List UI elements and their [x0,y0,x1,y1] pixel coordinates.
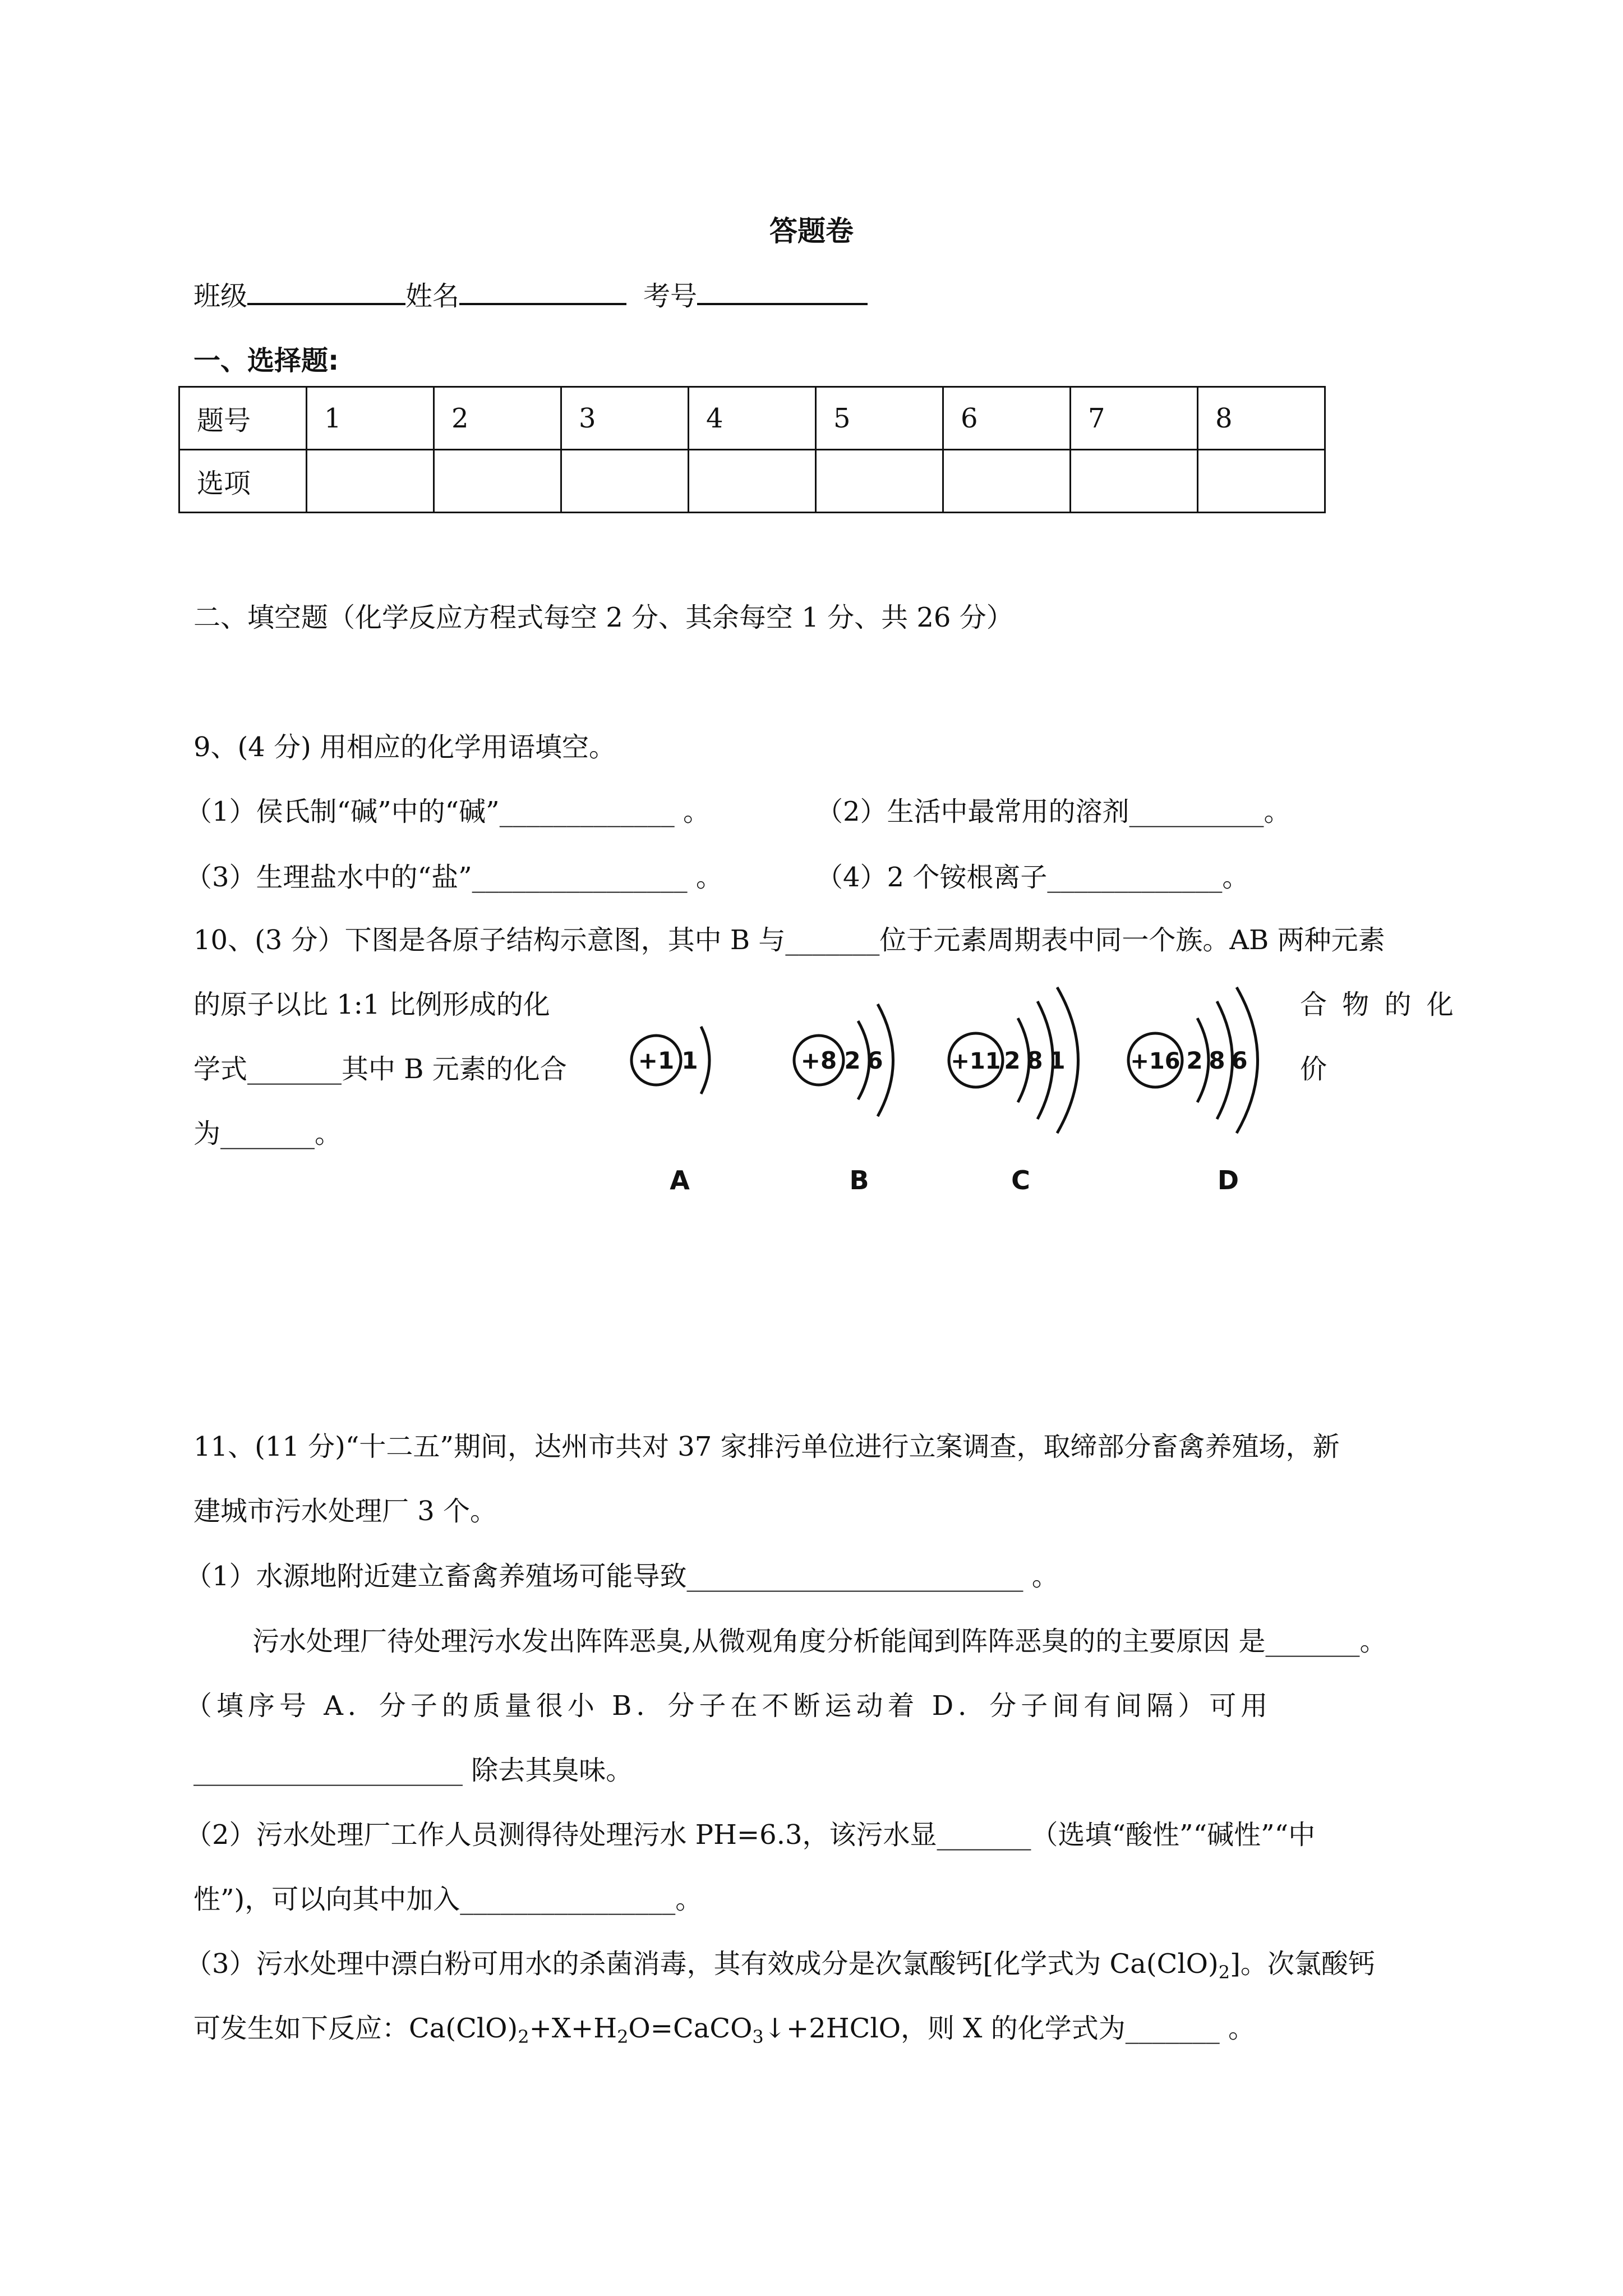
page-title: 答题卷 [769,215,854,247]
answer-cell[interactable] [307,450,434,513]
question-number-cell: 4 [689,387,816,450]
atom-c-shell-count: 1 [1049,1047,1066,1074]
q9-part3: （3）生理盐水中的“盐”________________ 。 [185,862,723,893]
q11-part1-deodorize: ____________________ 除去其臭味。 [193,1755,633,1786]
q10-line3-right: 价 [1300,1053,1327,1085]
q10-line2-right: 合 物 的 化 [1300,989,1457,1020]
header-fields [193,274,868,313]
atom-d-nucleus: +16 [1130,1048,1181,1074]
q11-part1-reason: 污水处理厂待处理污水发出阵阵恶臭,从微观角度分析能闻到阵阵恶臭的的主要原因 是_______。 [252,1626,1387,1657]
q10-line1: 10、(3 分）下图是各原子结构示意图，其中 B 与_______位于元素周期表中同一个族。AB 两种元素 [193,924,1385,956]
section2-heading: 二、填空题（化学反应方程式每空 2 分、其余每空 1 分、共 26 分） [193,602,1013,633]
atom-structure-diagrams [617,965,1301,1200]
equation-text: +X+H [529,2013,617,2044]
atom-d-shell-count: 2 [1186,1047,1203,1074]
class-field[interactable] [247,274,405,305]
answer-cell[interactable] [816,450,943,513]
q11-part2-line2: 性”)，可以向其中加入________________。 [193,1884,703,1915]
answer-table [178,386,1326,513]
table-row [179,387,1325,450]
equation-text: ↓+2HClO，则 X 的化学式为_______ 。 [763,2013,1255,2044]
atom-a-label: A [670,1165,690,1195]
equation-text: 可发生如下反应：Ca(ClO) [193,2013,518,2044]
q9-part4: （4）2 个铵根离子_____________。 [816,862,1249,893]
atom-d-shell-count: 6 [1231,1047,1248,1074]
atom-a-shell-arc [701,1027,709,1094]
atom-b-label: B [849,1165,869,1195]
atom-a-shell-count: 1 [681,1047,698,1074]
q10-line4: 为_______。 [193,1118,342,1149]
atom-a-nucleus: +1 [638,1047,675,1074]
q11-part3-line2 [193,2007,1255,2047]
q11-part2-line1: （2）污水处理厂工作人员测得待处理污水 PH=6.3，该污水显_______（选填“酸性”“碱性”“中 [185,1819,1316,1851]
name-label: 姓名 [405,280,460,312]
equation-text: O=CaCO [628,2013,753,2044]
class-label: 班级 [193,280,248,312]
atom-d-shell-count: 8 [1209,1047,1225,1074]
atom-b-nucleus: +8 [800,1047,837,1074]
q11-part1: （1）水源地附近建立畜禽养殖场可能导致_________________________ 。 [185,1561,1059,1592]
answer-cell[interactable] [561,450,689,513]
exam-no-field[interactable] [697,274,868,305]
section1-heading: 一、选择题: [193,345,339,376]
subscript: 2 [1218,1962,1230,1983]
answer-cell[interactable] [434,450,561,513]
q9-part1: （1）侯氏制“碱”中的“碱”_____________ 。 [185,796,710,827]
table-row [179,450,1325,513]
subscript: 3 [752,2026,764,2047]
question-number-cell: 1 [307,387,434,450]
q11-part3-line1 [185,1942,1375,1983]
atom-c-shell-count: 8 [1026,1047,1043,1074]
answer-cell[interactable] [1071,450,1198,513]
subscript: 2 [518,2026,529,2047]
subscript: 2 [617,2026,629,2047]
q10-line2-left: 的原子以比 1:1 比例形成的化 [193,989,550,1020]
q11-line2: 建城市污水处理厂 3 个。 [193,1496,497,1527]
atom-c-label: C [1011,1165,1030,1195]
answer-cell[interactable] [943,450,1071,513]
question-number-cell: 2 [434,387,561,450]
question-number-cell: 3 [561,387,689,450]
answer-cell[interactable] [1198,450,1325,513]
atom-c-shell-count: 2 [1004,1047,1021,1074]
row-header-question-number: 题号 [179,387,307,450]
question-number-cell: 8 [1198,387,1325,450]
row-header-option: 选项 [179,450,307,513]
answer-cell[interactable] [689,450,816,513]
q11-part1-options: （填序号 A．分子的质量很小 B．分子在不断运动着 D．分子间有间隔）可用 [185,1690,1272,1722]
exam-no-label: 考号 [643,280,698,312]
question-number-cell: 5 [816,387,943,450]
question-number-cell: 6 [943,387,1071,450]
q9-part2: （2）生活中最常用的溶剂__________。 [816,796,1291,827]
q11-line1: 11、(11 分)“十二五”期间，达州市共对 37 家排污单位进行立案调查，取缔部分畜禽养殖场，新 [193,1431,1340,1462]
name-field[interactable] [459,274,626,305]
q11-part3-text: （3）污水处理中漂白粉可用水的杀菌消毒，其有效成分是次氯酸钙[化学式为 Ca(ClO) [185,1948,1219,1980]
q11-part3-text-end: ]。次氯酸钙 [1230,1948,1375,1980]
q9-stem: 9、(4 分) 用相应的化学用语填空。 [193,731,616,763]
atom-c-nucleus: +11 [951,1048,1001,1074]
question-number-cell: 7 [1071,387,1198,450]
atom-d-label: D [1217,1165,1239,1195]
atom-b-shell-count: 2 [844,1047,861,1074]
atom-b-shell-count: 6 [866,1047,883,1074]
q10-line3-left: 学式_______其中 B 元素的化合 [193,1053,567,1085]
